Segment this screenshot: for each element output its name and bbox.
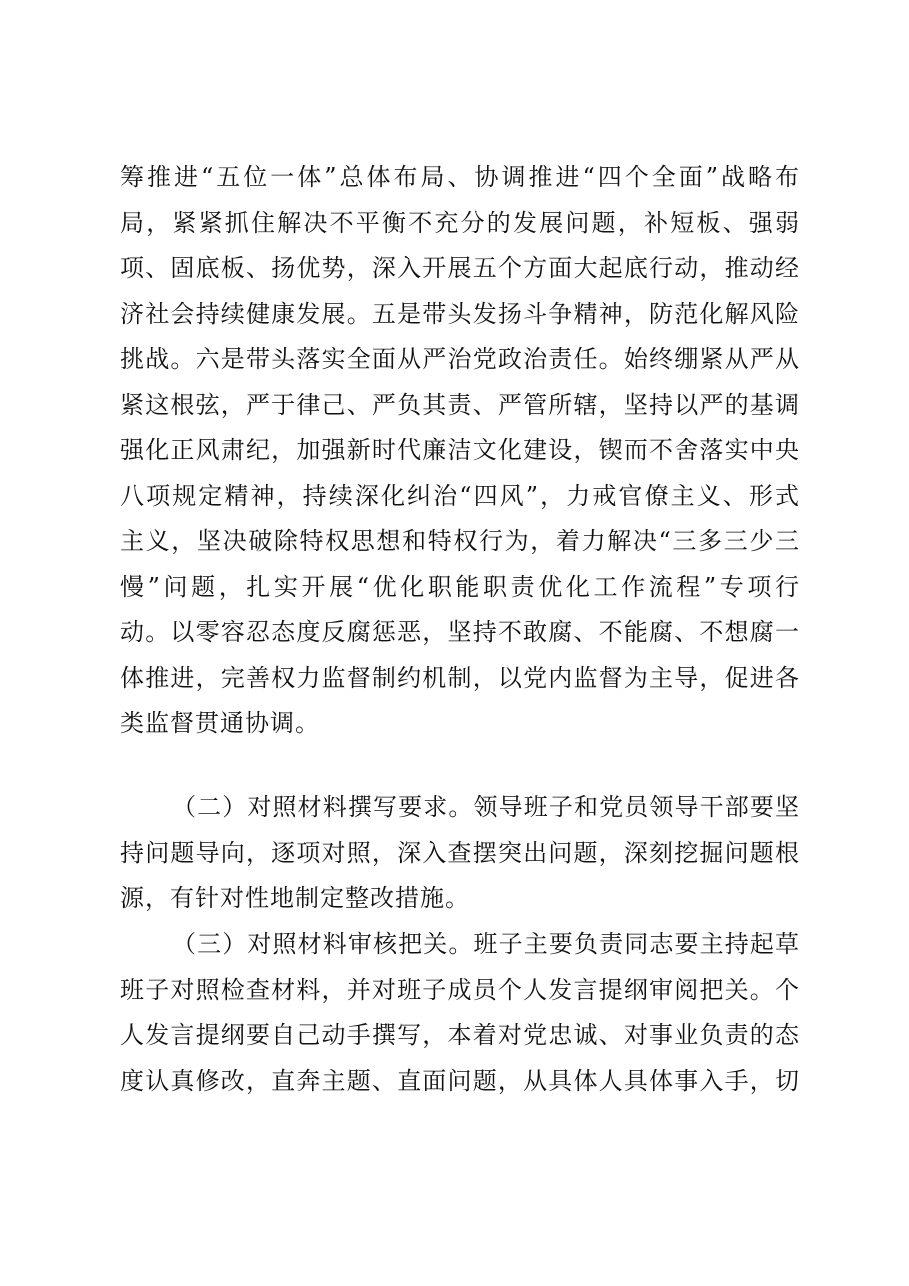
paragraph-line: 济社会持续健康发展。五是带头发扬斗争精神，防范化解风险: [120, 299, 800, 328]
paragraph-line: 人发言提纲要自己动手撰写，本着对党忠诚、对事业负责的态: [120, 1021, 800, 1049]
paragraph-line: 项、固底板、扬优势，深入开展五个方面大起底行动，推动经: [120, 254, 800, 282]
paragraph-line: 源，有针对性地制定整改措施。: [120, 884, 470, 912]
paragraph-line: 八项规定精神，持续深化纠治“四风”，力戒官僚主义、形式: [120, 481, 800, 510]
paragraph-line: 持问题导向，逐项对照，深入查摆突出问题，深刻挖掘问题根: [120, 838, 800, 867]
paragraph-line: 慢”问题，扎实开展“优化职能职责优化工作流程”专项行: [120, 572, 800, 601]
paragraph-line: 体推进，完善权力监督制约机制，以党内监督为主导，促进各: [120, 663, 800, 692]
paragraph-line: 紧这根弦，严于律己、严负其责、严管所辖，坚持以严的基调: [120, 390, 800, 419]
paragraph-line: 筹推进“五位一体”总体布局、协调推进“四个全面”战略布: [120, 163, 800, 191]
paragraph-line: 挑战。六是带头落实全面从严治党政治责任。始终绷紧从严从: [120, 345, 800, 373]
paragraph-line: 动。以零容忍态度反腐惩恶，坚持不敢腐、不能腐、不想腐一: [120, 618, 800, 646]
paragraph: [120, 155, 800, 747]
paragraph-line: 局，紧紧抓住解决不平衡不充分的发展问题，补短板、强弱: [120, 208, 800, 237]
paragraph-line: 强化正风肃纪，加强新时代廉洁文化建设，锲而不舍落实中央: [120, 436, 800, 464]
paragraph-line: （二）对照材料撰写要求。领导班子和党员领导干部要坚: [172, 793, 800, 821]
paragraph-line: （三）对照材料审核把关。班子主要负责同志要主持起草: [172, 930, 800, 958]
paragraph-line: 班子对照检查材料，并对班子成员个人发言提纲审阅把关。个: [120, 975, 800, 1004]
paragraph: [120, 785, 800, 922]
paragraph-line: 主义，坚决破除特权思想和特权行为，着力解决“三多三少三: [120, 527, 800, 555]
paragraph-line: 度认真修改，直奔主题、直面问题，从具体人具体事入手，切: [120, 1066, 800, 1095]
paragraph: [120, 922, 800, 1104]
paragraph-line: 类监督贯通协调。: [120, 709, 320, 737]
